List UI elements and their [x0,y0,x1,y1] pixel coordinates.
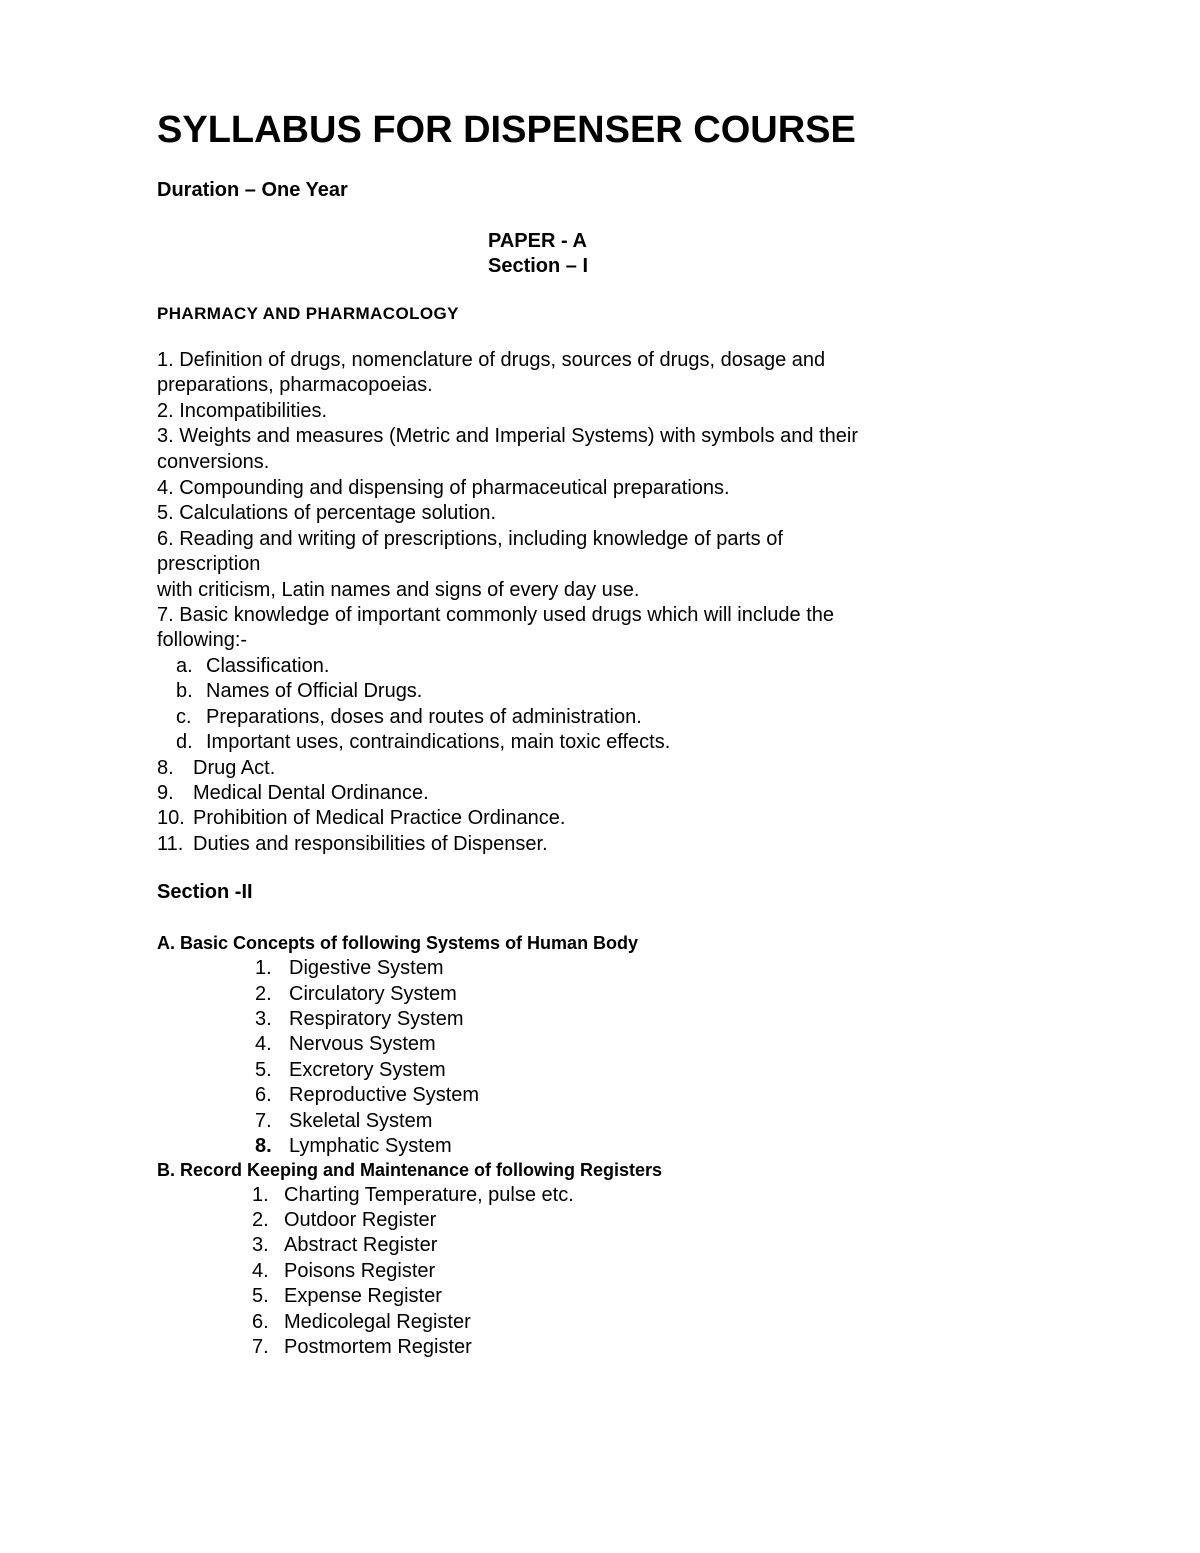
sub-item-text: Preparations, doses and routes of administration. [206,706,642,728]
syllabus-line: 5. Calculations of percentage solution. [157,502,497,524]
register-item [252,1233,437,1258]
register-item-marker: 7. [252,1336,269,1358]
syllabus-line: conversions. [157,451,270,473]
syllabus-line: prescription [157,553,261,575]
sub-item-marker: c. [176,706,192,728]
syllabus-line: 7. Basic knowledge of important commonly used drugs which will include the [157,604,835,626]
group-b-heading: B. Record Keeping and Maintenance of following Registers [157,1160,663,1180]
syllabus-line: 2. Incompatibilities. [157,400,328,422]
system-item-text: Excretory System [289,1059,446,1081]
register-item-text: Charting Temperature, pulse etc. [284,1184,574,1206]
sub-item [176,730,670,755]
syllabus-line: preparations, pharmacopoeias. [157,374,433,396]
list-item-marker: 8. [157,757,174,779]
system-item-text: Digestive System [289,957,444,979]
system-item-text: Reproductive System [289,1084,480,1106]
section-1-heading: Section – I [488,255,589,277]
list-item-text: Duties and responsibilities of Dispenser. [193,833,548,855]
sub-item-text: Names of Official Drugs. [206,680,423,702]
register-item [252,1310,471,1335]
sub-item-marker: b. [176,680,193,702]
system-item-marker: 5. [255,1059,272,1081]
sub-item-text: Classification. [206,655,330,677]
system-item [255,1058,446,1083]
system-item [255,1109,432,1134]
system-item-marker: 2. [255,983,272,1005]
sub-item-text: Important uses, contraindications, main toxic effects. [206,731,671,753]
system-item [255,1083,479,1108]
list-item-text: Medical Dental Ordinance. [193,782,429,804]
sub-item [176,679,422,704]
register-item-marker: 5. [252,1285,269,1307]
course-duration: Duration – One Year [157,179,348,201]
register-item-text: Expense Register [284,1285,442,1307]
system-item [255,956,444,981]
list-item-marker: 11. [157,833,184,855]
list-item [157,806,565,831]
system-item-marker: 6. [255,1084,272,1106]
list-item-marker: 9. [157,782,174,804]
syllabus-line: with criticism, Latin names and signs of every day use. [157,579,640,601]
register-item [252,1183,574,1208]
subject-heading: PHARMACY AND PHARMACOLOGY [157,304,459,323]
sub-item [176,654,329,679]
register-item-marker: 6. [252,1311,269,1333]
system-item-marker: 1. [255,957,272,979]
syllabus-line: 1. Definition of drugs, nomenclature of drugs, sources of drugs, dosage and [157,349,826,371]
register-item-text: Poisons Register [284,1260,436,1282]
list-item-text: Prohibition of Medical Practice Ordinance. [193,807,566,829]
register-item [252,1208,436,1233]
system-item [255,1007,464,1032]
register-item [252,1259,435,1284]
register-item-marker: 4. [252,1260,269,1282]
system-item [255,1134,452,1159]
syllabus-line: 4. Compounding and dispensing of pharmaceutical preparations. [157,477,730,499]
group-a-heading: A. Basic Concepts of following Systems of Human Body [157,933,639,953]
sub-item-marker: a. [176,655,193,677]
register-item [252,1284,442,1309]
system-item-marker: 7. [255,1110,272,1132]
list-item [157,832,548,857]
system-item [255,982,457,1007]
list-item [157,781,429,806]
system-item [255,1032,436,1057]
register-item-text: Postmortem Register [284,1336,472,1358]
register-item-marker: 3. [252,1234,269,1256]
syllabus-line: 6. Reading and writing of prescriptions, including knowledge of parts of [157,528,783,550]
system-item-marker: 4. [255,1033,272,1055]
system-item-marker: 8. [255,1135,272,1157]
syllabus-line: 3. Weights and measures (Metric and Imperial Systems) with symbols and their [157,425,859,447]
register-item-text: Outdoor Register [284,1209,437,1231]
sub-item-marker: d. [176,731,193,753]
sub-item [176,705,642,730]
system-item-text: Skeletal System [289,1110,433,1132]
list-item-marker: 10. [157,807,185,829]
system-item-text: Respiratory System [289,1008,464,1030]
register-item-text: Medicolegal Register [284,1311,471,1333]
system-item-text: Circulatory System [289,983,457,1005]
list-item-text: Drug Act. [193,757,276,779]
syllabus-line: following:- [157,629,248,651]
register-item-marker: 1. [252,1184,269,1206]
register-item-marker: 2. [252,1209,269,1231]
document-title: SYLLABUS FOR DISPENSER COURSE [157,109,856,151]
system-item-text: Nervous System [289,1033,436,1055]
register-item [252,1335,472,1360]
system-item-text: Lymphatic System [289,1135,452,1157]
system-item-marker: 3. [255,1008,272,1030]
section-2-heading: Section -II [157,881,253,903]
register-item-text: Abstract Register [284,1234,438,1256]
paper-heading: PAPER - A [488,230,587,252]
list-item [157,756,275,781]
